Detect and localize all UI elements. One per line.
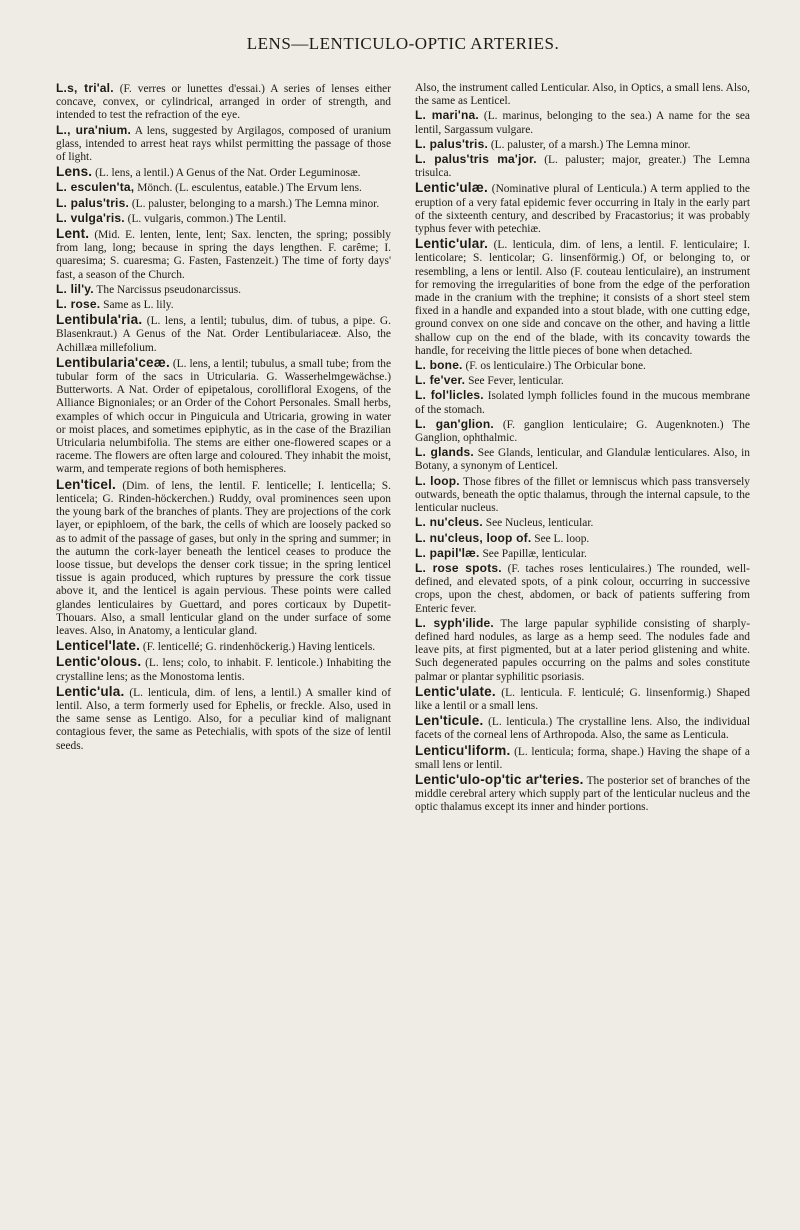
entry-headword: L. bone.	[415, 358, 463, 373]
dictionary-entry	[415, 359, 750, 373]
entry-definition: See Fever, lenticular.	[465, 375, 564, 388]
entry-definition: The Narcissus pseudonarcissus.	[93, 283, 241, 296]
entry-definition: A lens, suggested by Argilagos, composed of uranium glass, intended to arrest heat rays whilst permitting the passage of those of light.	[56, 124, 391, 164]
entry-headword: Lentic'ulate.	[415, 683, 496, 699]
entry-definition: (F. lenticellé; G. rindenhöckerig.) Having lenticels.	[140, 641, 376, 654]
entry-headword: L.s, tri'al.	[56, 81, 114, 95]
entry-definition: See Nucleus, lenticular.	[482, 517, 594, 530]
entry-definition: See Papillæ, lenticular.	[479, 547, 587, 560]
entry-headword: L. glands.	[415, 445, 474, 460]
entry-definition: Isolated lymph follicles found in the mucous membrane of the stomach.	[415, 390, 750, 416]
entry-definition: (L. marinus, belonging to the sea.) A name for the sea lentil, Sargassum vulgare.	[415, 110, 750, 136]
entry-definition: (L. vulgaris, common.) The Lentil.	[124, 212, 287, 225]
entry-definition: (L. lens, a lentil.) A Genus of the Nat. Order Leguminosæ.	[92, 167, 361, 180]
entry-definition: (Nominative plural of Lenticula.) A term applied to the eruption of a very fatal epidemic fever occurring in Italy in the early part of the sixteenth century, and described by Fracastorius; it was probably typhus fever with petechiæ.	[415, 183, 750, 236]
dictionary-entry	[56, 197, 391, 211]
entry-definition: (Mid. E. lenten, lente, lent; Sax. lencten, the spring; possibly from lang, long; because in spring the days lengthen. F. carême; I. quaresima; S. cuaresma; G. Fasten, Fastenzeit.) The time of forty days' fast, a season of the Church.	[56, 229, 391, 281]
entry-definition: Mönch. (L. esculentus, eatable.) The Ervum lens.	[134, 182, 362, 195]
dictionary-entry	[415, 562, 750, 616]
entry-headword: L. palus'tris.	[56, 195, 130, 210]
entry-headword: Lentic'ulæ.	[415, 180, 488, 196]
entry-headword: Lentic'ular.	[415, 236, 489, 252]
dictionary-entry	[415, 138, 750, 152]
dictionary-entry	[415, 714, 750, 742]
dictionary-entry	[415, 475, 750, 516]
entry-definition: The posterior set of branches of the middle cerebral artery which supply part of the lenticular nucleus and the optic thalamus except its inner and hinder portions.	[415, 774, 750, 814]
dictionary-entry	[56, 685, 391, 753]
dictionary-entry	[56, 655, 391, 683]
dictionary-entry	[415, 516, 750, 530]
dictionary-entry	[415, 153, 750, 180]
dictionary-entry	[56, 356, 391, 477]
entry-headword: L. nu'cleus.	[415, 515, 483, 530]
entry-headword: L. syph'ilide.	[415, 615, 494, 630]
entry-headword: Lentic'ulo-op'tic ar'teries.	[415, 771, 584, 787]
entry-headword: L. fe'ver.	[415, 373, 466, 388]
entry-definition: Same as L. lily.	[100, 299, 174, 312]
dictionary-entry	[415, 532, 750, 546]
entry-definition: See Glands, lenticular, and Glandulæ lenticulares. Also, in Botany, a synonym of Lenticel.	[415, 447, 750, 473]
entry-definition: (L. lenticula; forma, shape.) Having the shape of a small lens or lentil.	[415, 745, 750, 771]
entry-definition: (Dim. of lens, the lentil. F. lenticelle; I. lenticella; S. lenticela; G. Rinden-höckerchen.) Ruddy, oval prominences seen upon the young bark of the branches of plants. They are projections of the cork layer, or epiphloem, of the bark, the cells of which are loosely packed so as to admit of the passage of gases, but only in the spring and summer; in the autumn the cork-layer beneath the lenticel ceases to produce the loose tissue, but develops the denser cork tissue; in the spring lenticel tissue is again produced, which ruptures by pressure the cork tissue above it, and the lenticel is again pervious. These points were called glandes lenticulaires by Guettard, and pores corticaux by Dupetit-Thouars. Also, a small lenticular gland on the under surface of some leaves. Also, in Anatomy, a lenticular gland.	[56, 479, 391, 637]
entry-headword: Len'ticel.	[56, 476, 116, 492]
entry-headword: L. lil'y.	[56, 281, 94, 296]
left-column	[56, 82, 391, 815]
entry-definition: The large papular syphilide consisting of sharply-defined hard nodules, as large as a hemp seed. The nodules fade and leave pits, at first pigmented, but at a later period glistening and white. Such degenerated papules occurring on the palms and soles constitute palmar or plantar syphilitic psoriasis.	[415, 617, 750, 683]
entry-definition: (L. lens; colo, to inhabit. F. lenticole.) Inhabiting the crystalline lens; as the Monostoma lentis.	[56, 657, 391, 683]
entry-headword: L. papil'læ.	[415, 545, 480, 560]
dictionary-entry	[56, 478, 391, 638]
dictionary-entry	[415, 237, 750, 358]
entry-definition: (L. paluster, belonging to a marsh.) The Lemna minor.	[129, 197, 380, 210]
dictionary-entry	[415, 446, 750, 473]
dictionary-entry	[56, 124, 391, 165]
entry-headword: L. nu'cleus, loop of.	[415, 530, 532, 545]
entry-headword: Lenticel'late.	[56, 638, 141, 654]
entry-definition: (L. lens, a lentil; tubulus, dim. of tubus, a pipe. G. Blasenkraut.) A Genus of the Nat. Order Lentibulariaceæ. Also, the Achillæa millefolium.	[56, 315, 391, 354]
dictionary-entry	[415, 82, 750, 108]
dictionary-entry	[415, 109, 750, 136]
entry-definition: (L. lens, a lentil; tubulus, a small tube; from the tubular form of the sacs in Utricularia. G. Wasserhelmgewächse.) Butterworts. A Nat. Order of epipetalous, corollifloral Exogens, of the Alliance Bignoniales; or an Order of the Cohort Personales. Small herbs, examples of which occur in Pinguicula and Utricaria, growing in water or moist places, and sometimes epiphytic, as in the case of the Brazilian Utricularia nelumbifolia. The stems are either one-flowered scapes or a raceme. The flowers are often large and coloured. They inhabit the moist, warm, and temperate regions of both hemispheres.	[56, 357, 391, 476]
entry-headword: L. esculen'ta,	[56, 180, 135, 195]
dictionary-entry	[56, 82, 391, 123]
dictionary-entry	[415, 617, 750, 684]
entry-headword: L. loop.	[415, 473, 460, 488]
dictionary-entry	[56, 181, 391, 195]
entry-definition: (L. lenticula, dim. of lens, a lentil.) A smaller kind of lentil. Also, a term formerly used for Ephelis, or freckle. Also, used in the same sense as Lentigo. Also, for a peculiar kind of malignant contagious fever, the same as Petechialis, with spots of the size of lentil seeds.	[56, 686, 391, 752]
dictionary-entry	[56, 227, 391, 282]
dictionary-entry	[415, 547, 750, 561]
entry-definition: (F. taches roses lenticulaires.) The rounded, well-defined, and elevated spots, of a pink colour, occurring in successive crops, upon the chest, abdomen, or back of patients suffering from Enteric fever.	[415, 562, 750, 615]
entry-definition: (F. ganglion lenticulaire; G. Augenknoten.) The Ganglion, ophthalmic.	[415, 418, 750, 445]
dictionary-entry	[56, 313, 391, 355]
entry-headword: L. fol'licles.	[415, 388, 484, 403]
entry-definition: See L. loop.	[531, 532, 590, 545]
dictionary-entry	[415, 773, 750, 815]
entry-headword: Lentibula'ria.	[56, 312, 143, 328]
dictionary-entry	[56, 298, 391, 312]
entry-definition: Also, the instrument called Lenticular. Also, in Optics, a small lens. Also, the same as Lenticel.	[415, 82, 750, 108]
entry-definition: (L. lenticula. F. lenticulé; G. linsenformig.) Shaped like a lentil or a small lens.	[415, 686, 750, 712]
entry-headword: Lentic'ula.	[56, 683, 125, 699]
entry-headword: Lentic'olous.	[56, 654, 142, 670]
dictionary-entry	[56, 165, 391, 180]
entry-headword: L. palus'tris.	[415, 136, 489, 151]
entry-headword: L. mari'na.	[415, 108, 479, 123]
entry-headword: L. rose.	[56, 297, 101, 312]
dictionary-entry	[56, 283, 391, 297]
dictionary-entry	[56, 639, 391, 654]
entry-definition: Those fibres of the fillet or lemniscus which pass transversely outwards, beneath the optic thalamus, through the internal capsule, to the lenticular nucleus.	[415, 475, 750, 515]
entry-headword: Lens.	[56, 164, 93, 180]
entry-headword: Len'ticule.	[415, 713, 484, 729]
dictionary-entry	[415, 418, 750, 445]
columns	[56, 82, 750, 815]
entry-headword: L. palus'tris ma'jor.	[415, 152, 537, 167]
dictionary-entry	[415, 374, 750, 388]
entry-headword: L. gan'glion.	[415, 416, 494, 431]
dictionary-entry	[415, 389, 750, 416]
running-head: LENS—LENTICULO-OPTIC ARTERIES.	[246, 34, 560, 53]
entry-definition: (L. paluster; major, greater.) The Lemna trisulca.	[415, 154, 750, 180]
right-column	[415, 82, 750, 815]
entry-headword: Lent.	[56, 226, 90, 242]
entry-definition: (L. paluster, of a marsh.) The Lemna minor.	[488, 138, 691, 151]
entry-headword: L. vulga'ris.	[56, 210, 125, 225]
entry-definition: (L. lenticula.) The crystalline lens. Also, the individual facets of the corneal lens of Arthropoda. Also, the same as Lenticula.	[415, 716, 750, 742]
dictionary-entry	[415, 744, 750, 772]
entry-headword: Lenticu'liform.	[415, 742, 511, 758]
entry-definition: (F. verres or lunettes d'essai.) A series of lenses either concave, convex, or cylindrical, arranged in order of strength, and intended to test the refraction of the eye.	[56, 83, 391, 122]
entry-headword: L., ura'nium.	[56, 122, 131, 137]
dictionary-entry	[56, 212, 391, 226]
dictionary-entry	[415, 181, 750, 236]
entry-definition: (L. lenticula, dim. of lens, a lentil. F. lenticulaire; I. lenticolare; S. lenticolar; G. linsenförmig.) Of, or belonging to, or resembling, a lens or lentil. Also (F. couteau lenticulaire), an instrument for removing the irregularities of bone from the edge of the perforation made in the cranium with the trephine; it consists of a short steel stem fixed in a handle and expanded into a stout blade, with one cutting edge, ground convex on one side and concave on the other, and having a little shallow cup on the end of the blade, with its concavity towards the handle, for receiving the little pieces of bone when detached.	[415, 239, 750, 357]
entry-definition: (F. os lenticulaire.) The Orbicular bone.	[462, 360, 646, 373]
entry-headword: L. rose spots.	[415, 560, 502, 575]
entry-headword: Lentibularia'ceæ.	[56, 354, 170, 370]
dictionary-entry	[415, 685, 750, 713]
